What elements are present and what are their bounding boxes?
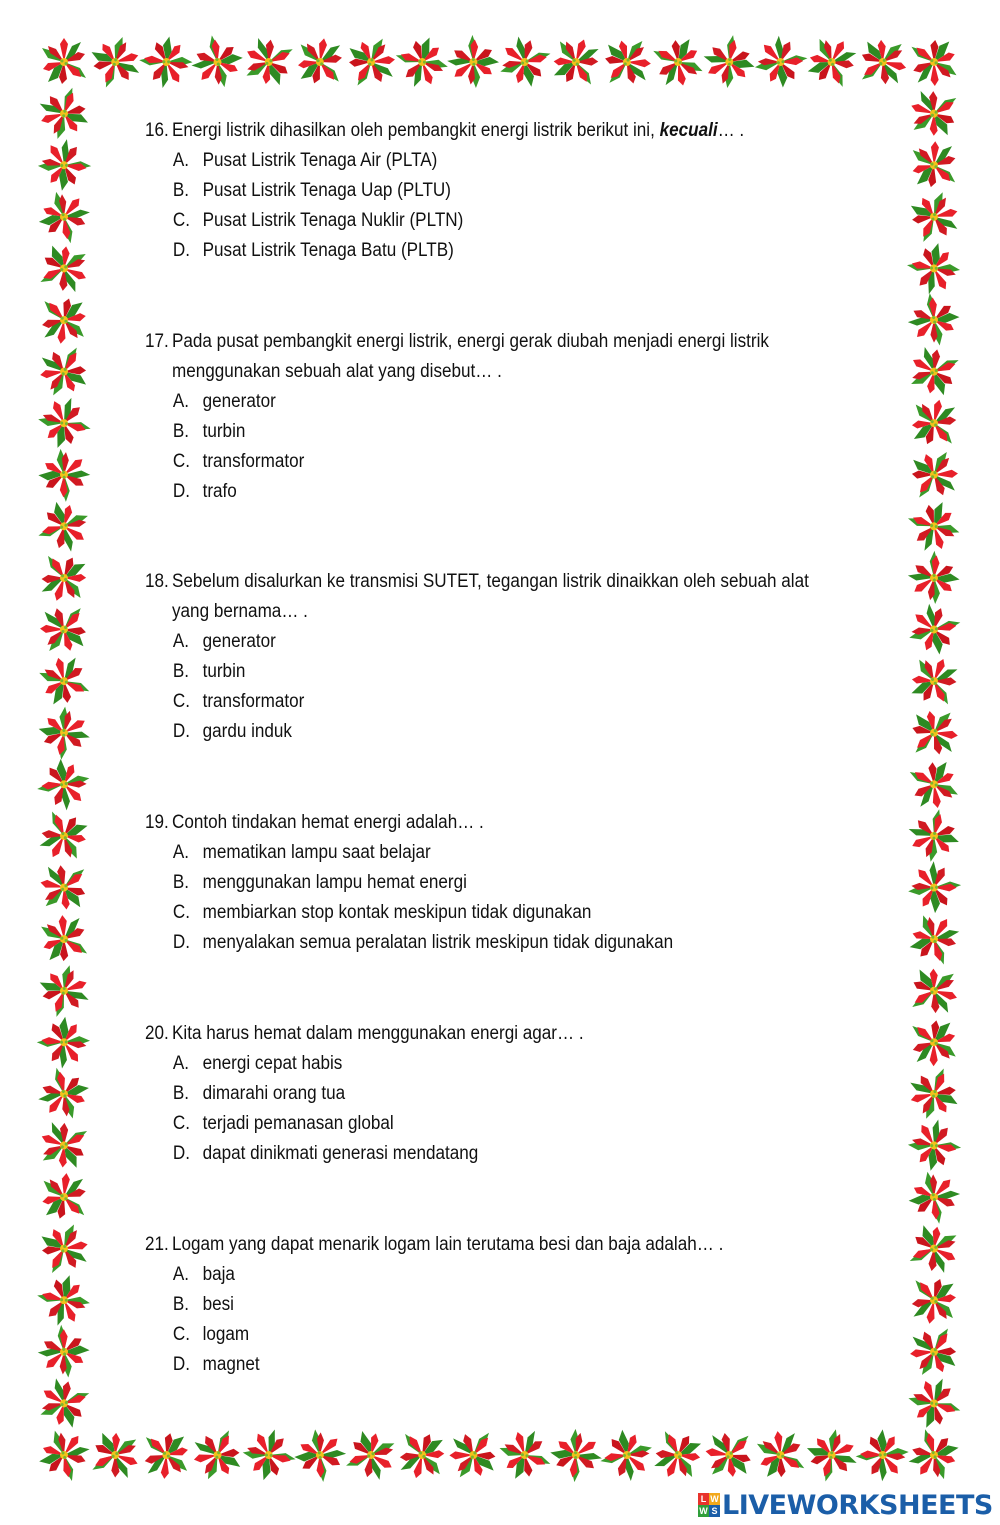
- question-number: 19.: [145, 812, 169, 833]
- poinsettia-icon: [31, 1321, 95, 1384]
- poinsettia-icon: [33, 1423, 96, 1486]
- poinsettia-icon: [39, 1223, 92, 1274]
- poinsettia-icon: [856, 35, 911, 89]
- poinsettia-icon: [37, 652, 91, 707]
- poinsettia-icon: [909, 759, 960, 811]
- poinsettia-icon: [906, 498, 963, 556]
- option-b[interactable]: B. turbin: [172, 661, 246, 682]
- option-c[interactable]: C. transformator: [172, 451, 305, 472]
- option-b[interactable]: B. besi: [172, 1294, 234, 1315]
- logo-text: LIVEWORKSHEETS: [722, 1489, 993, 1521]
- question-18: [145, 567, 1000, 747]
- poinsettia-icon: [492, 30, 555, 93]
- poinsettia-icon: [497, 1426, 553, 1483]
- poinsettia-icon: [702, 1430, 754, 1481]
- poinsettia-icon: [911, 39, 957, 87]
- option-d[interactable]: D. trafo: [172, 481, 237, 502]
- poinsettia-icon: [548, 32, 605, 90]
- option-d[interactable]: D. magnet: [172, 1354, 260, 1375]
- emphasis-kecuali: kecuali: [659, 120, 718, 141]
- poinsettia-icon: [34, 392, 93, 452]
- question-number: 18.: [145, 571, 169, 592]
- poinsettia-icon: [185, 31, 248, 95]
- poinsettia-icon: [294, 35, 345, 88]
- logo-grid-icon: L W W S: [699, 1494, 719, 1516]
- option-b[interactable]: B. menggunakan lampu hemat energi: [172, 872, 467, 893]
- question-number: 17.: [145, 331, 169, 352]
- option-a[interactable]: A. mematikan lampu saat belajar: [172, 842, 431, 863]
- poinsettia-icon: [40, 914, 87, 963]
- poinsettia-icon: [545, 1423, 608, 1485]
- poinsettia-icon: [34, 1116, 93, 1174]
- poinsettia-icon: [803, 1425, 863, 1483]
- poinsettia-icon: [42, 38, 86, 84]
- poinsettia-icon: [394, 33, 452, 92]
- option-c[interactable]: C. transformator: [172, 691, 305, 712]
- poinsettia-icon: [756, 1428, 805, 1479]
- poinsettia-icon: [441, 31, 504, 94]
- poinsettia-icon: [136, 32, 198, 94]
- poinsettia-icon: [33, 1012, 96, 1075]
- poinsettia-icon: [449, 1433, 496, 1478]
- option-b[interactable]: B. Pusat Listrik Tenaga Uap (PLTU): [172, 180, 451, 201]
- question-text: Contoh tindakan hemat energi adalah… .: [172, 812, 484, 833]
- poinsettia-icon: [902, 1424, 964, 1487]
- poinsettia-icon: [652, 36, 705, 90]
- poinsettia-icon: [33, 806, 93, 867]
- option-d[interactable]: D. Pusat Listrik Tenaga Batu (PLTB): [172, 240, 454, 261]
- question-text: Kita harus hemat dalam menggunakan energi agar… .: [172, 1023, 584, 1044]
- poinsettia-icon: [905, 1373, 963, 1432]
- poinsettia-icon: [852, 1424, 915, 1487]
- option-b[interactable]: B. dimarahi orang tua: [172, 1083, 346, 1104]
- poinsettia-icon: [32, 1063, 95, 1126]
- poinsettia-icon: [238, 1424, 298, 1485]
- poinsettia-icon: [698, 32, 759, 92]
- option-a[interactable]: A. generator: [172, 391, 276, 412]
- poinsettia-icon: [190, 1429, 244, 1481]
- question-number: 20.: [145, 1023, 169, 1044]
- question-number: 21.: [145, 1234, 169, 1255]
- poinsettia-icon: [341, 1425, 403, 1486]
- option-c[interactable]: C. Pusat Listrik Tenaga Nuklir (PLTN): [172, 210, 464, 231]
- poinsettia-icon: [648, 1426, 707, 1486]
- liveworksheets-logo: [698, 1490, 993, 1520]
- poinsettia-icon: [903, 1164, 967, 1228]
- option-a[interactable]: A. energi cepat habis: [172, 1053, 343, 1074]
- poinsettia-icon: [87, 1427, 146, 1485]
- poinsettia-icon: [33, 753, 97, 817]
- poinsettia-icon: [39, 607, 87, 653]
- poinsettia-icon: [395, 1428, 449, 1484]
- option-a[interactable]: A. generator: [172, 631, 276, 652]
- poinsettia-icon: [289, 1423, 353, 1487]
- poinsettia-icon: [32, 1372, 94, 1434]
- option-a[interactable]: A. baja: [172, 1264, 235, 1285]
- option-d[interactable]: D. gardu induk: [172, 721, 292, 742]
- poinsettia-icon: [32, 133, 94, 196]
- question-19: [145, 808, 1000, 958]
- option-c[interactable]: C. membiarkan stop kontak meskipun tidak digunakan: [172, 902, 592, 923]
- poinsettia-icon: [237, 32, 298, 92]
- poinsettia-icon: [36, 550, 92, 607]
- question-text: Energi listrik dihasilkan oleh pembangkit energi listrik berikut ini, kecuali… .: [172, 120, 745, 141]
- question-20: [145, 1019, 1000, 1169]
- poinsettia-icon: [88, 34, 144, 89]
- poinsettia-icon: [39, 295, 89, 347]
- poinsettia-icon: [40, 1171, 89, 1221]
- poinsettia-icon: [142, 1431, 190, 1481]
- poinsettia-icon: [36, 861, 90, 914]
- option-d[interactable]: D. menyalakan semua peralatan listrik meskipun tidak digunakan: [172, 932, 674, 953]
- question-text: Sebelum disalurkan ke transmisi SUTET, tegangan listrik dinaikkan oleh sebuah alat yang bernama… .: [172, 571, 809, 622]
- poinsettia-icon: [34, 702, 96, 763]
- question-16: [145, 116, 1000, 266]
- option-c[interactable]: C. terjadi pemanasan global: [172, 1113, 394, 1134]
- question-text: Logam yang dapat menarik logam lain terutama besi dan baja adalah… .: [172, 1234, 724, 1255]
- poinsettia-icon: [907, 963, 964, 1019]
- question-21: [145, 1230, 1000, 1380]
- poinsettia-icon: [33, 184, 96, 248]
- poinsettia-icon: [33, 442, 97, 505]
- option-a[interactable]: A. Pusat Listrik Tenaga Air (PLTA): [172, 150, 438, 171]
- poinsettia-icon: [347, 38, 397, 87]
- poinsettia-icon: [603, 39, 652, 86]
- poinsettia-icon: [37, 347, 89, 397]
- option-b[interactable]: B. turbin: [172, 421, 246, 442]
- option-c[interactable]: C. logam: [172, 1324, 250, 1345]
- poinsettia-icon: [35, 239, 95, 298]
- poinsettia-icon: [36, 962, 94, 1019]
- poinsettia-icon: [802, 30, 863, 92]
- question-number: 16.: [145, 120, 169, 141]
- poinsettia-icon: [596, 1424, 660, 1487]
- question-17: [145, 327, 1000, 507]
- poinsettia-icon: [33, 496, 96, 558]
- poinsettia-icon: [34, 86, 91, 142]
- option-d[interactable]: D. dapat dinikmati generasi mendatang: [172, 1143, 479, 1164]
- poinsettia-icon: [35, 1271, 95, 1332]
- question-text: Pada pusat pembangkit energi listrik, energi gerak diubah menjadi energi listrik menggunakan sebuah alat yang disebut… .: [172, 331, 769, 382]
- poinsettia-icon: [748, 29, 812, 93]
